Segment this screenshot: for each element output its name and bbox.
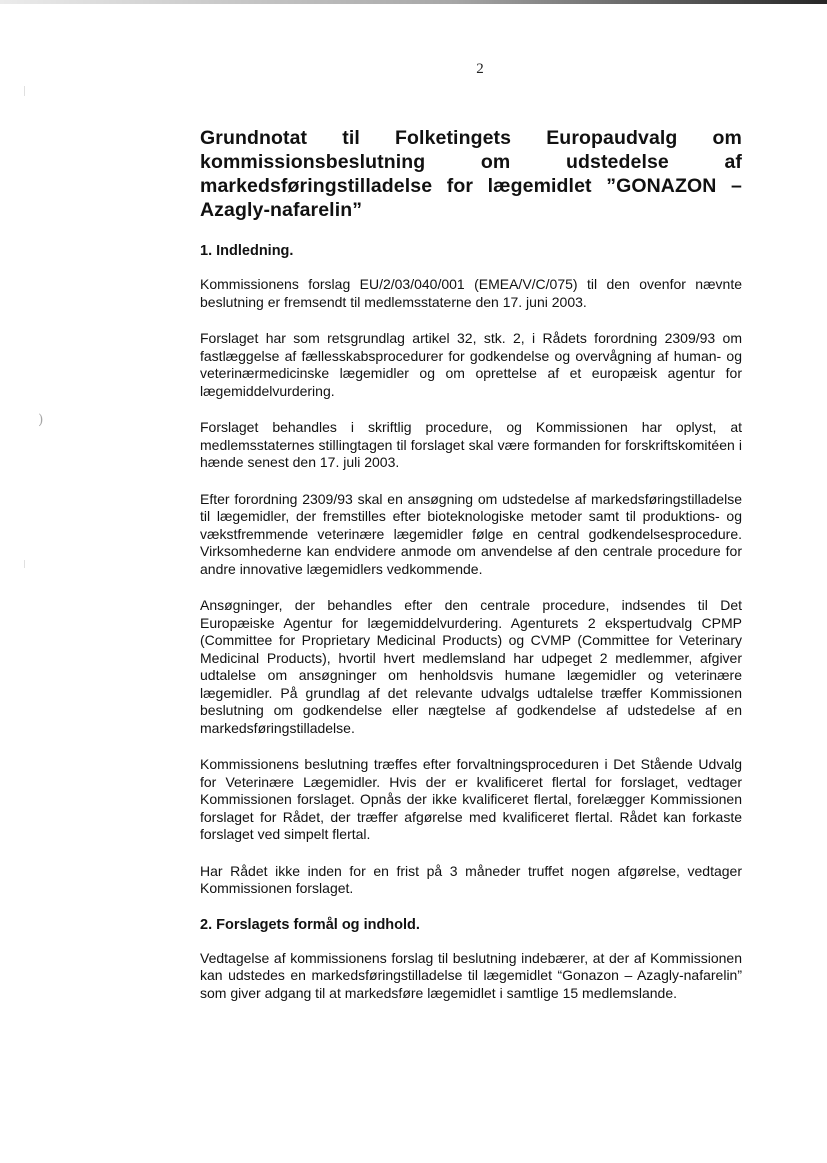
margin-scan-artifact: )	[38, 412, 44, 428]
paragraph: Kommissionens forslag EU/2/03/040/001 (EMEA/V/C/075) til den ovenfor nævnte beslutning er fremsendt til medlemsstaterne den 17. juni 2003.	[200, 276, 742, 310]
section-heading: 2. Forslagets formål og indhold.	[200, 916, 420, 933]
paragraph: Kommissionens beslutning træffes efter forvaltningsproceduren i Det Stående Udvalg for Veterinære Lægemidler. Hvis der er kvalificeret flertal for forslaget, vedtager Kommissionen forslaget. Opnås der ikke kvalificeret flertal, forelægger Kommissionen forslaget for Rådet, der træffer afgørelse med kvalificeret flertal. Rådet kan forkaste forslaget ved simpelt flertal.	[200, 756, 742, 842]
paragraph: Ansøgninger, der behandles efter den centrale procedure, indsendes til Det Europæiske Agentur for lægemiddelvurdering. Agenturets 2 ekspertudvalg CPMP (Committee for Proprietary Medicinal Products) og CVMP (Committee for Veterinary Medicinal Products), hvortil hvert medlemsland har udpeget 2 medlemmer, afgiver udtalelse om ansøgninger om henholdsvis humane lægemidler og veterinære lægemidler. På grundlag af det relevante udvalgs udtalelse træffer Kommissionen beslutning om godkendelse eller nægtelse af godkendelse af udstedelse af en markedsføringstilladelse.	[200, 597, 742, 736]
paragraph: Forslaget har som retsgrundlag artikel 32, stk. 2, i Rådets forordning 2309/93 om fastlæggelse af fællesskabsprocedurer for godkendelse og overvågning af human- og veterinærmedicinske lægemidler og om oprettelse af et europæisk agentur for lægemiddelvurdering.	[200, 330, 742, 399]
scan-margin-mark	[24, 86, 25, 96]
section-heading: 1. Indledning.	[200, 243, 294, 259]
document-body	[200, 126, 742, 1021]
paragraph: Forslaget behandles i skriftlig procedure, og Kommissionen har oplyst, at medlemsstaternes stillingtagen til forslaget skal være formanden for forskriftskomitéen i hænde senest den 17. juli 2003.	[200, 419, 742, 470]
section-introduction	[200, 243, 742, 898]
paragraph: Har Rådet ikke inden for en frist på 3 måneder truffet nogen afgørelse, vedtager Kommissionen forslaget.	[200, 862, 742, 896]
page-number: 2	[476, 61, 484, 77]
document-title: Grundnotat til Folketingets Europaudvalg om kommissionsbeslutning om udstedelse af markedsføringstilladelse for lægemidlet ”GONAZON – Azagly-nafarelin”	[200, 127, 742, 221]
section-purpose-content	[200, 917, 742, 1003]
paragraph: Efter forordning 2309/93 skal en ansøgning om udstedelse af markedsføringstilladelse til lægemidler, der fremstilles efter bioteknologiske metoder samt til produktions- og vækstfremmende veterinære lægemidler følge en central godkendelsesprocedure. Virksomhederne kan endvidere anmode om anvendelse af den centrale procedure for andre innovative lægemidlers vedkommende.	[200, 490, 742, 577]
scan-margin-mark	[24, 560, 25, 568]
scan-top-edge	[0, 0, 827, 4]
paragraph: Vedtagelse af kommissionens forslag til beslutning indebærer, at der af Kommissionen kan udstedes en markedsføringstilladelse til lægemidlet “Gonazon – Azagly-nafarelin” som giver adgang til at markedsføre lægemidlet i samtlige 15 medlemslande.	[200, 949, 742, 1001]
